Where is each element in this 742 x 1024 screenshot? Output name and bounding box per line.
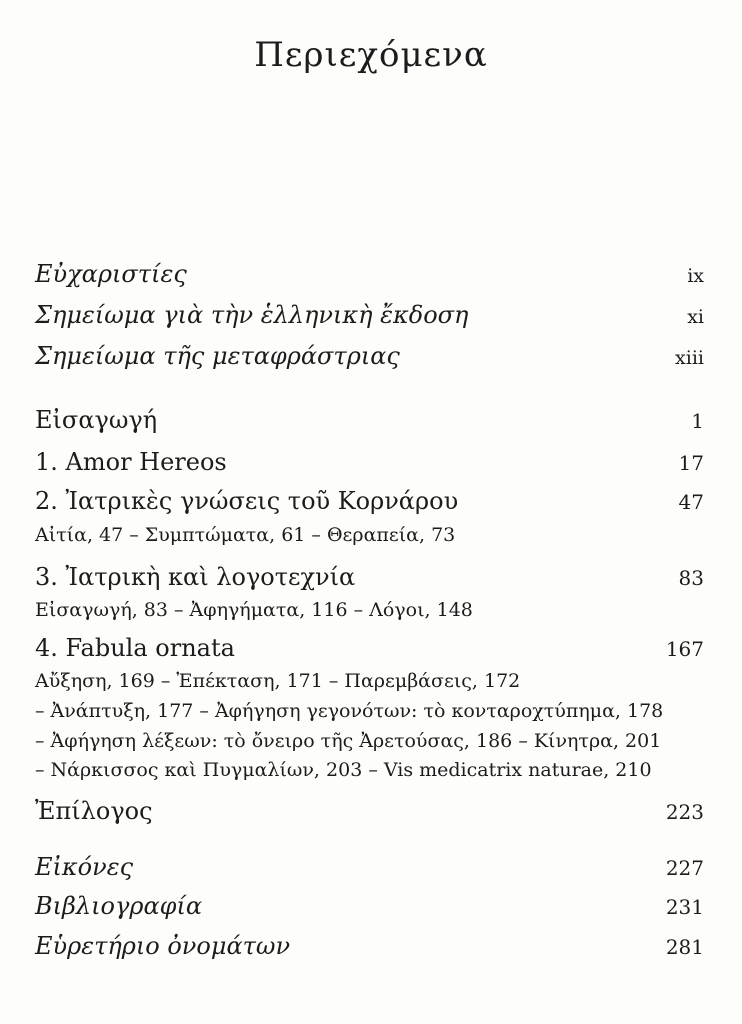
toc-entry-label: Αὔξηση, 169 – Ἐπέκταση, 171 – Παρεμβάσεις, 172 <box>35 670 521 692</box>
toc-subentry <box>35 600 704 621</box>
toc-entry-label: Εἰσαγωγή, 83 – Ἀφηγήματα, 116 – Λόγοι, 148 <box>35 599 473 621</box>
toc-entry-page-number: 83 <box>678 566 704 590</box>
toc-entry-page-number: xiii <box>675 347 704 369</box>
toc-entry-page-number: 231 <box>665 895 704 919</box>
toc-subentry <box>35 701 704 722</box>
toc-entry-page-number: 167 <box>665 637 704 661</box>
toc-entry-label: 2. Ἰατρικὲς γνώσεις τοῦ Κορνάρου <box>35 487 459 515</box>
toc-entry-page-number: 281 <box>665 935 704 959</box>
toc-entry-label: Σημείωμα τῆς μεταφράστριας <box>35 342 400 370</box>
toc-subentry <box>35 731 704 752</box>
toc-entry-label: Εὑρετήριο ὀνομάτων <box>35 932 291 960</box>
toc-entry-label: Εἰσαγωγή <box>35 406 158 434</box>
toc-entry-page-number: ix <box>687 265 704 287</box>
toc-entry-label: 1. Amor Hereos <box>35 448 227 476</box>
toc-entry <box>35 407 704 434</box>
toc-entry-label: Σημείωμα γιὰ τὴν ἑλληνικὴ ἔκδοση <box>35 301 469 329</box>
toc-entry <box>35 798 704 825</box>
toc-entry <box>35 343 704 370</box>
toc-entry-label: Εἰκόνες <box>35 853 134 881</box>
toc-entry <box>35 893 704 920</box>
toc-entry-page-number: 223 <box>665 800 704 824</box>
toc-entry-page-number: 1 <box>691 409 704 433</box>
toc-entry-label: 4. Fabula ornata <box>35 634 235 662</box>
toc-entry <box>35 564 704 591</box>
toc-subentry <box>35 760 704 781</box>
toc-subentry <box>35 525 704 546</box>
toc-entry-page-number: xi <box>687 306 704 328</box>
toc-entry <box>35 635 704 662</box>
toc-entry-label: 3. Ἰατρικὴ καὶ λογοτεχνία <box>35 563 356 591</box>
toc-entry <box>35 933 704 960</box>
toc-entry-page-number: 47 <box>678 490 704 514</box>
toc-entry <box>35 854 704 881</box>
toc-entry <box>35 488 704 515</box>
toc-entry-label: Βιβλιογραφία <box>35 892 203 920</box>
toc-subentry <box>35 671 704 692</box>
toc-entry-label: – Νάρκισσος καὶ Πυγμαλίων, 203 – Vis medicatrix naturae, 210 <box>35 759 652 781</box>
toc-entry-label: – Ἀνάπτυξη, 177 – Ἀφήγηση γεγονότων: τὸ κονταροχτύπημα, 178 <box>35 700 664 722</box>
page-title: Περιεχόμενα <box>254 35 488 75</box>
toc-entry-label: – Ἀφήγηση λέξεων: τὸ ὄνειρο τῆς Ἀρετούσας, 186 – Κίνητρα, 201 <box>35 730 662 752</box>
toc-entry-label: Εὐχαριστίες <box>35 260 187 288</box>
toc-entry-label: Αἰτία, 47 – Συμπτώματα, 61 – Θεραπεία, 73 <box>35 524 456 546</box>
toc-entry-label: Ἐπίλογος <box>35 797 153 825</box>
toc-entry <box>35 302 704 329</box>
toc-entry <box>35 261 704 288</box>
toc-entry <box>35 449 704 476</box>
toc-entry-page-number: 227 <box>665 856 704 880</box>
toc-entry-page-number: 17 <box>678 451 704 475</box>
